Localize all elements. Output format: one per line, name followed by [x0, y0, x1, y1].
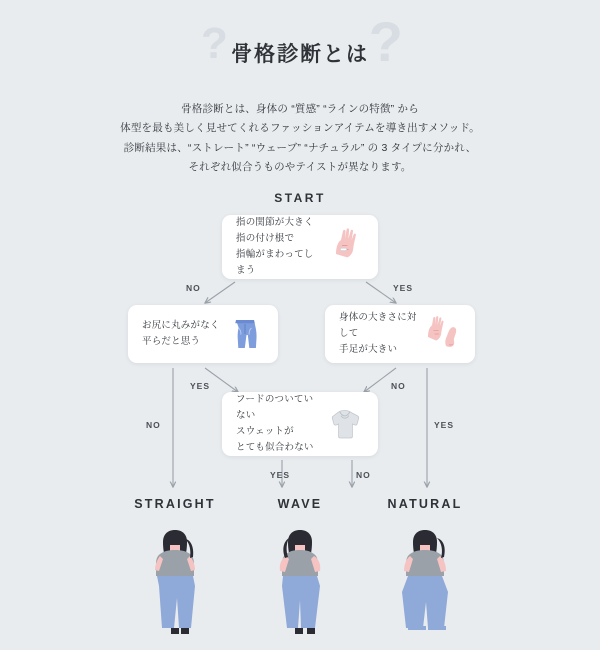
node-hands-line-2: 手足が大きい	[339, 344, 398, 356]
edge-label-hands-no: NO	[391, 381, 406, 391]
sweatshirt-icon	[322, 401, 368, 447]
page-title	[0, 10, 600, 73]
intro-paragraph	[0, 100, 600, 178]
node-start-line-1: 指の関節が大きく	[236, 216, 314, 228]
question-node-flat-hips-text	[128, 318, 222, 350]
hand-ring-icon	[322, 224, 368, 270]
figure-wave	[245, 518, 355, 640]
intro-line-4: それぞれ似合うものやテイストが異なります。	[188, 161, 412, 174]
question-node-finger-joints[interactable]	[222, 215, 378, 279]
node-start-line-3: 指輪がまわってしまう	[236, 249, 314, 277]
hand-foot-icon	[419, 311, 465, 357]
question-node-flat-hips[interactable]	[128, 305, 278, 363]
edge-label-hands-yes: YES	[434, 420, 455, 430]
node-hands-line-1: 身体の大きさに対して	[339, 311, 417, 339]
intro-line-3: 診断結果は、“ストレート” “ウェーブ” “ナチュラル” の 3 タイプに分かれ、	[123, 141, 477, 154]
question-node-finger-joints-text	[222, 215, 322, 280]
edge-label-hip-no: NO	[146, 420, 161, 430]
start-label: START	[274, 191, 326, 205]
node-hood-line-2: スウェットが	[236, 426, 294, 437]
page-title-text: 骨格診断とは	[231, 43, 369, 66]
edge-label-hood-no: NO	[356, 470, 371, 480]
edge-label-hip-yes: YES	[190, 381, 211, 391]
question-node-sweatshirt-text	[222, 392, 322, 457]
intro-line-1: 骨格診断とは、身体の “質感” “ラインの特徴” から	[181, 103, 419, 115]
result-label-straight: STRAIGHT	[134, 497, 216, 511]
result-label-wave: WAVE	[277, 497, 323, 511]
edge-label-start-no: NO	[186, 283, 201, 293]
question-mark-left-icon: ?	[201, 19, 228, 68]
question-node-sweatshirt[interactable]	[222, 392, 378, 456]
figure-straight	[120, 518, 230, 640]
node-hip-line-1: お尻に丸みがなく	[142, 319, 220, 331]
node-start-line-2: 指の付け根で	[236, 232, 295, 244]
question-node-big-hands-feet[interactable]	[325, 305, 475, 363]
edge-label-start-yes: YES	[393, 283, 414, 293]
result-label-natural: NATURAL	[387, 497, 463, 511]
edge-label-hood-yes: YES	[270, 470, 291, 480]
intro-line-2: 体型を最も美しく見せてくれるファッションアイテムを導き出すメソッド。	[120, 122, 480, 135]
question-mark-right-icon: ?	[368, 10, 403, 73]
node-hip-line-2: 平らだと思う	[142, 336, 201, 347]
node-hood-line-3: とても似合わない	[236, 442, 314, 454]
jeans-icon	[222, 311, 268, 357]
question-node-big-hands-feet-text	[325, 310, 419, 358]
node-hood-line-1: フードのついていない	[236, 393, 314, 421]
figure-natural	[370, 518, 480, 640]
